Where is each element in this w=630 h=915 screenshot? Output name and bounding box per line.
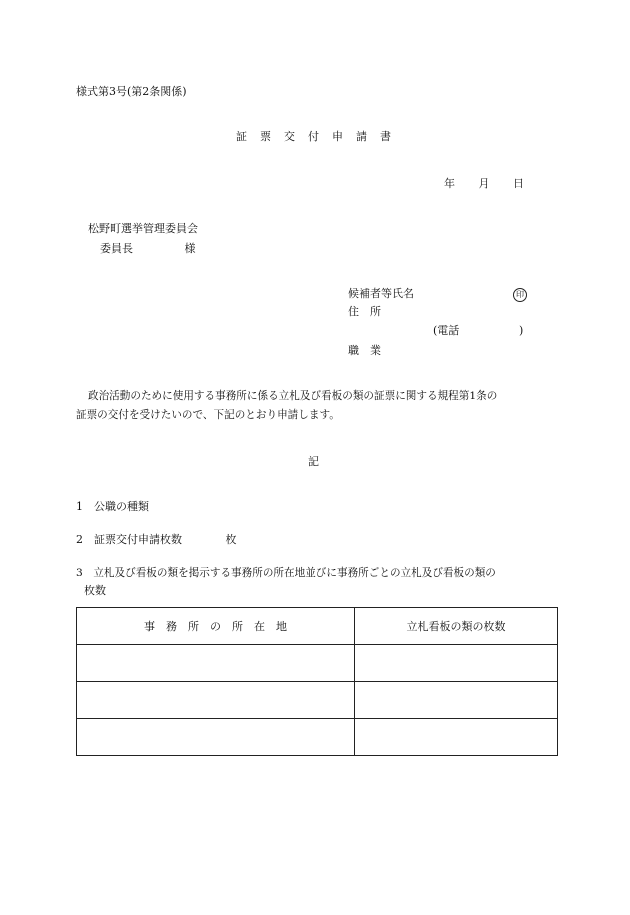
item-3-line1: 3 立札及び看板の類を掲示する事務所の所在地並びに事務所ごとの立札及び看板の類の — [76, 567, 496, 579]
table-cell-location[interactable] — [77, 719, 355, 756]
table-cell-count[interactable] — [355, 645, 558, 682]
item-2-label: 2 証票交付申請枚数 — [76, 533, 182, 546]
item-2 — [76, 533, 237, 547]
table-row — [77, 682, 558, 719]
form-number: 様式第3号(第2条関係) — [76, 85, 187, 98]
table-header-row — [77, 608, 558, 645]
item-3-line2: 枚数 — [84, 584, 106, 597]
addressee-chair — [100, 242, 196, 256]
seal-mark: 印 — [513, 288, 527, 302]
item-2-unit: 枚 — [225, 533, 237, 546]
document-title: 証 票 交 付 申 請 書 — [236, 130, 392, 143]
applicant-phone — [433, 324, 459, 338]
table-cell-location[interactable] — [77, 645, 355, 682]
item-1: 1 公職の種類 — [76, 500, 149, 513]
date-day: 日 — [513, 177, 524, 190]
applicant-name-row — [348, 287, 414, 301]
chair-label: 委員長 — [100, 242, 133, 255]
table-row — [77, 645, 558, 682]
phone-label: (電話 — [433, 324, 460, 337]
addressee-committee: 松野町選挙管理委員会 — [88, 222, 198, 235]
table-cell-count[interactable] — [355, 719, 558, 756]
body-text-line1: 政治活動のために使用する事務所に係る立札及び看板の類の証票に関する規程第1条の — [88, 390, 498, 402]
phone-close: ) — [519, 324, 524, 337]
body-text-line2: 証票の交付を受けたいので、下記のとおり申請します。 — [76, 409, 340, 421]
table-row — [77, 719, 558, 756]
office-table — [76, 607, 558, 756]
date-line — [444, 177, 524, 191]
honorific: 様 — [184, 242, 196, 255]
applicant-name-label: 候補者等氏名 — [348, 287, 414, 300]
ki-heading: 記 — [308, 455, 319, 468]
applicant-address-label: 住 所 — [348, 305, 381, 318]
header-office-location: 事 務 所 の 所 在 地 — [77, 608, 355, 645]
table-cell-location[interactable] — [77, 682, 355, 719]
date-month: 月 — [478, 177, 490, 190]
table-cell-count[interactable] — [355, 682, 558, 719]
applicant-occupation-label: 職 業 — [348, 344, 381, 357]
date-year: 年 — [444, 177, 455, 190]
header-sign-count: 立札看板の類の枚数 — [355, 608, 558, 645]
